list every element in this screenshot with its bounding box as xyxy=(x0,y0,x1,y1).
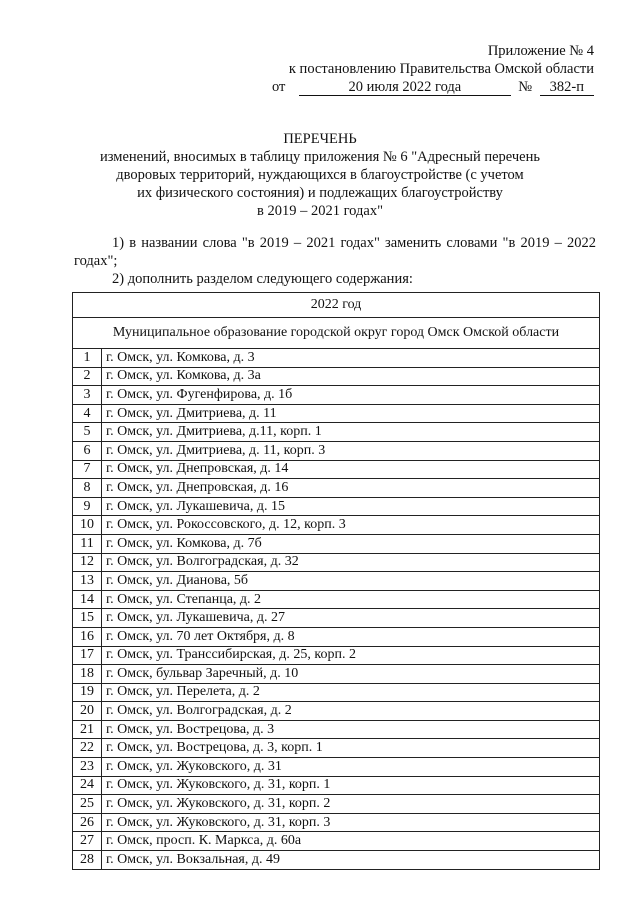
table-row xyxy=(73,646,600,665)
appendix-date-line xyxy=(272,78,594,96)
row-number: 7 xyxy=(73,460,102,479)
row-number: 21 xyxy=(73,720,102,739)
table-row xyxy=(73,813,600,832)
row-number: 20 xyxy=(73,702,102,721)
row-number: 15 xyxy=(73,609,102,628)
table-row xyxy=(73,404,600,423)
row-address: г. Омск, ул. Транссибирская, д. 25, корп. 2 xyxy=(102,646,600,665)
row-address: г. Омск, ул. Комкова, д. 3а xyxy=(102,367,600,386)
row-address: г. Омск, ул. Лукашевича, д. 15 xyxy=(102,497,600,516)
row-number: 3 xyxy=(73,386,102,405)
row-address: г. Омск, ул. Комкова, д. 7б xyxy=(102,534,600,553)
row-address: г. Омск, ул. Лукашевича, д. 27 xyxy=(102,609,600,628)
row-address: г. Омск, ул. Дмитриева, д. 11 xyxy=(102,404,600,423)
row-address: г. Омск, ул. Комкова, д. 3 xyxy=(102,349,600,368)
decree-date: 20 июля 2022 года xyxy=(299,79,510,96)
row-address: г. Омск, ул. Жуковского, д. 31, корп. 3 xyxy=(102,813,600,832)
row-address: г. Омск, ул. Волгоградская, д. 2 xyxy=(102,702,600,721)
row-number: 25 xyxy=(73,795,102,814)
table-row xyxy=(73,832,600,851)
row-number: 14 xyxy=(73,590,102,609)
table-row xyxy=(73,386,600,405)
row-number: 19 xyxy=(73,683,102,702)
row-address: г. Омск, просп. К. Маркса, д. 60а xyxy=(102,832,600,851)
row-number: 28 xyxy=(73,851,102,870)
decree-number: 382-п xyxy=(540,79,594,96)
row-number: 11 xyxy=(73,534,102,553)
row-number: 2 xyxy=(73,367,102,386)
row-address: г. Омск, ул. Жуковского, д. 31, корп. 1 xyxy=(102,776,600,795)
row-number: 9 xyxy=(73,497,102,516)
row-number: 22 xyxy=(73,739,102,758)
row-number: 16 xyxy=(73,627,102,646)
table-row xyxy=(73,683,600,702)
row-number: 6 xyxy=(73,441,102,460)
row-number: 24 xyxy=(73,776,102,795)
year-header: 2022 год xyxy=(73,293,600,318)
row-address: г. Омск, ул. Фугенфирова, д. 1б xyxy=(102,386,600,405)
document-body xyxy=(74,234,596,288)
row-number: 1 xyxy=(73,349,102,368)
table-row xyxy=(73,795,600,814)
table-row xyxy=(73,776,600,795)
row-number: 10 xyxy=(73,516,102,535)
document-title: ПЕРЕЧЕНЬ xyxy=(283,131,357,147)
row-number: 12 xyxy=(73,553,102,572)
table-row xyxy=(73,720,600,739)
address-table xyxy=(72,292,600,870)
row-address: г. Омск, ул. Дмитриева, д. 11, корп. 3 xyxy=(102,441,600,460)
table-row xyxy=(73,572,600,591)
table-municipality-row xyxy=(73,318,600,349)
table-row xyxy=(73,516,600,535)
from-label: от xyxy=(272,79,286,95)
table-row xyxy=(73,739,600,758)
appendix-reference: к постановлению Правительства Омской области xyxy=(288,61,594,77)
body-item-1: 1) в названии слова "в 2019 – 2021 годах" заменить словами "в 2019 – 2022 годах"; xyxy=(74,235,596,269)
table-row xyxy=(73,367,600,386)
table-year-row xyxy=(73,293,600,318)
row-address: г. Омск, ул. Перелета, д. 2 xyxy=(102,683,600,702)
table-row xyxy=(73,627,600,646)
row-address: г. Омск, ул. Днепровская, д. 14 xyxy=(102,460,600,479)
table-row xyxy=(73,609,600,628)
row-address: г. Омск, ул. 70 лет Октября, д. 8 xyxy=(102,627,600,646)
body-item-2: 2) дополнить разделом следующего содержания: xyxy=(112,271,413,287)
row-number: 18 xyxy=(73,665,102,684)
row-number: 23 xyxy=(73,758,102,777)
table-row xyxy=(73,534,600,553)
table-row xyxy=(73,497,600,516)
row-number: 4 xyxy=(73,404,102,423)
row-address: г. Омск, ул. Рокоссовского, д. 12, корп. 3 xyxy=(102,516,600,535)
row-address: г. Омск, ул. Дианова, 5б xyxy=(102,572,600,591)
row-number: 5 xyxy=(73,423,102,442)
appendix-title: Приложение № 4 xyxy=(487,43,594,59)
municipality-header: Муниципальное образование городской округ город Омск Омской области xyxy=(73,318,600,349)
table-row xyxy=(73,702,600,721)
document-subtitle: изменений, вносимых в таблицу приложения № 6 "Адресный перечень дворовых территорий, нуждающихся в благоустройстве (с учетом их физического состояния) и подлежащих благоустройству в 2019 – 2021 годах" xyxy=(100,149,540,219)
number-sign: № xyxy=(518,79,533,95)
row-address: г. Омск, ул. Вострецова, д. 3, корп. 1 xyxy=(102,739,600,758)
row-number: 17 xyxy=(73,646,102,665)
row-number: 27 xyxy=(73,832,102,851)
appendix-header xyxy=(264,42,594,96)
row-address: г. Омск, ул. Вокзальная, д. 49 xyxy=(102,851,600,870)
row-address: г. Омск, ул. Волгоградская, д. 32 xyxy=(102,553,600,572)
table-row xyxy=(73,851,600,870)
row-number: 13 xyxy=(73,572,102,591)
table-row xyxy=(73,590,600,609)
row-address: г. Омск, ул. Дмитриева, д.11, корп. 1 xyxy=(102,423,600,442)
row-address: г. Омск, ул. Жуковского, д. 31, корп. 2 xyxy=(102,795,600,814)
row-address: г. Омск, бульвар Заречный, д. 10 xyxy=(102,665,600,684)
row-number: 26 xyxy=(73,813,102,832)
table-row xyxy=(73,423,600,442)
row-address: г. Омск, ул. Днепровская, д. 16 xyxy=(102,479,600,498)
table-row xyxy=(73,349,600,368)
table-row xyxy=(73,758,600,777)
table-row xyxy=(73,553,600,572)
document-heading xyxy=(60,130,580,220)
table-row xyxy=(73,479,600,498)
row-address: г. Омск, ул. Вострецова, д. 3 xyxy=(102,720,600,739)
row-address: г. Омск, ул. Жуковского, д. 31 xyxy=(102,758,600,777)
table-row xyxy=(73,460,600,479)
table-row xyxy=(73,441,600,460)
table-row xyxy=(73,665,600,684)
row-number: 8 xyxy=(73,479,102,498)
row-address: г. Омск, ул. Степанца, д. 2 xyxy=(102,590,600,609)
